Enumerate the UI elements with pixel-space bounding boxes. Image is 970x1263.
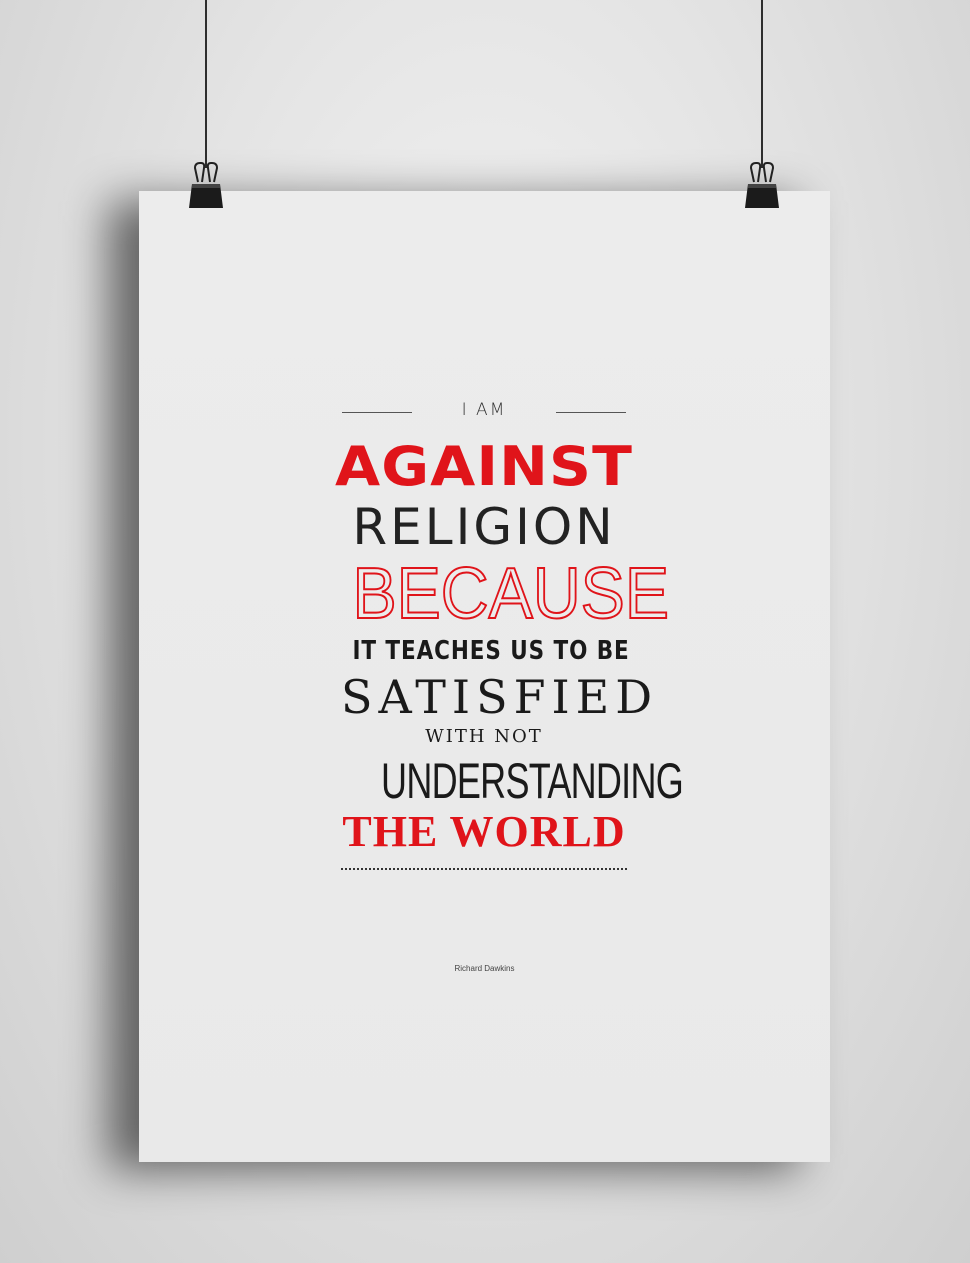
quote-line-with-not: WITH NOT bbox=[425, 726, 543, 747]
quote-line-against: AGAINST bbox=[334, 435, 633, 498]
quote-line-understanding: UNDERSTANDING bbox=[381, 753, 684, 809]
quote-line-satisfied: SATISFIED bbox=[341, 670, 659, 724]
quote-intro-row bbox=[341, 398, 627, 424]
quote-line-the-world: THE WORLD bbox=[342, 807, 626, 856]
quote-line-teaches: IT TEACHES US TO BE bbox=[352, 636, 630, 666]
binder-clip-right-icon bbox=[742, 160, 782, 210]
quote-line-because: BECAUSE bbox=[352, 554, 670, 634]
quote-block bbox=[334, 398, 684, 870]
quote-line-religion: RELIGION bbox=[352, 498, 616, 556]
binder-clip-left-icon bbox=[186, 160, 226, 210]
quote-line-intro: I AM bbox=[461, 400, 507, 420]
dotted-divider bbox=[341, 868, 627, 870]
quote-author: Richard Dawkins bbox=[454, 964, 515, 973]
intro-rule-right bbox=[556, 412, 626, 413]
hanging-wire-right bbox=[761, 0, 763, 168]
hanging-wire-left bbox=[205, 0, 207, 168]
